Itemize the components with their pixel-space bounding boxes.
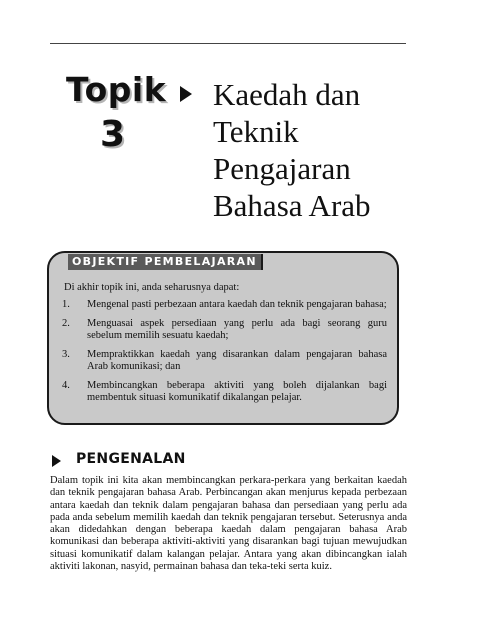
list-item: [62, 299, 387, 311]
header-rule: [50, 43, 406, 44]
topic-label: Topik: [66, 70, 167, 109]
play-arrow-icon: [52, 455, 61, 467]
objectives-list: [62, 299, 387, 411]
section-heading: PENGENALAN: [76, 451, 186, 467]
list-item: [62, 380, 387, 404]
title-line: Pengajaran: [213, 151, 351, 186]
intro-paragraph: Dalam topik ini kita akan membincangkan perkara-perkara yang berkaitan kaedah dan teknik pengajaran bahasa Arab. Perbincangan akan menjurus kepada perbezaan antara kaedah dan teknik dalam pengajaran bahasa dan persediaan yang perlu ada pada anda sebelum memilih kaedah dan teknik pengajaran tersebut. Seterusnya anda akan didedahkan dengan beberapa kaedah dalam pengajaran bahasa Arab komunikasi dan beberapa aktiviti-aktiviti yang disarankan bagi tujuan mewujudkan situasi komunikatif dalam kalangan pelajar. Antara yang akan dibincangkan ialah aktiviti lakonan, nasyid, permainan bahasa dan teka-teki serta kuiz.: [50, 475, 407, 573]
topic-number: 3: [100, 114, 126, 155]
title-line: Bahasa Arab: [213, 188, 371, 223]
objectives-intro: Di akhir topik ini, anda seharusnya dapat:: [64, 282, 240, 293]
title-line: Teknik: [213, 114, 299, 149]
item-number: 2.: [62, 318, 70, 329]
title-line: Kaedah dan: [213, 77, 361, 112]
objectives-heading: OBJEKTIF PEMBELAJARAN: [68, 254, 263, 270]
list-item: [62, 349, 387, 373]
page-title: [213, 76, 443, 224]
item-text: Menguasai aspek persediaan yang perlu ada bagi seorang guru sebelum memilih sesuatu kaedah;: [87, 318, 387, 341]
item-number: 3.: [62, 349, 70, 360]
play-arrow-icon: [180, 86, 192, 102]
item-text: Mempraktikkan kaedah yang disarankan dalam pengajaran bahasa Arab komunikasi; dan: [87, 349, 387, 372]
item-text: Membincangkan beberapa aktiviti yang boleh dijalankan bagi membentuk situasi komunikatif dikalangan pelajar.: [87, 380, 387, 403]
item-number: 4.: [62, 380, 70, 391]
item-text: Mengenal pasti perbezaan antara kaedah dan teknik pengajaran bahasa;: [87, 299, 387, 310]
item-number: 1.: [62, 299, 70, 310]
list-item: [62, 318, 387, 342]
